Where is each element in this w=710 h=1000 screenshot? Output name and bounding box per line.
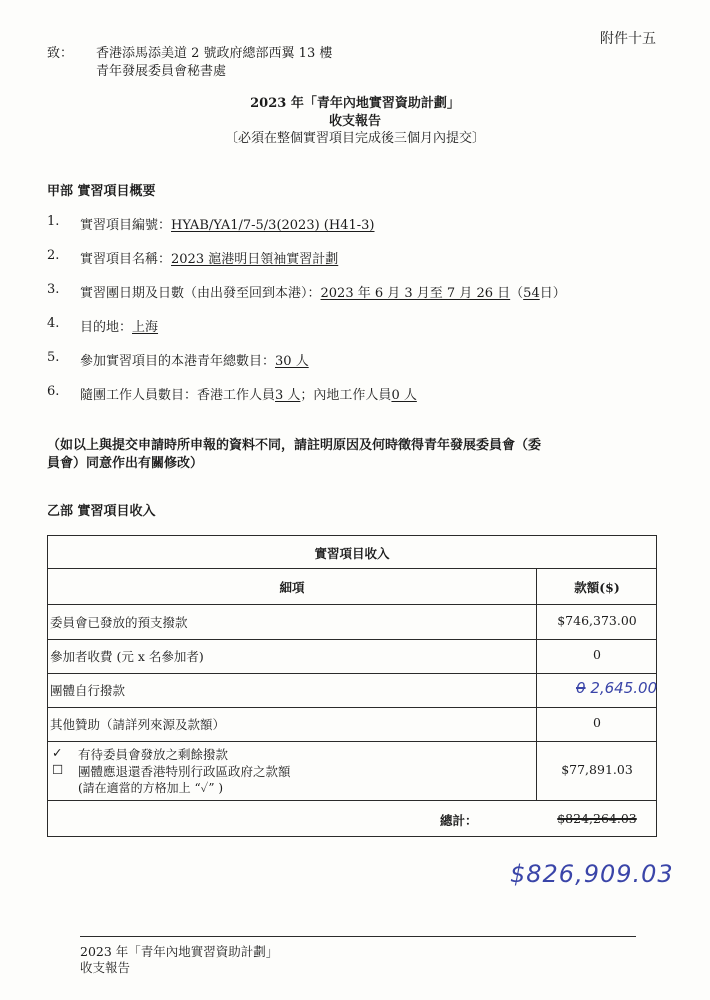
list-item-text: 實習團日期及日數（由出發至回到本港）：2023 年 6 月 3 月至 7 月 26 日（54日） [80,286,566,301]
total-struck-amount: $824,264.03 [557,811,637,826]
handwritten-amount: 2,645.00 [590,679,658,697]
table-title: 實習項目收入 [314,546,390,561]
total-label: 總計： [440,813,478,828]
list-item: 6. [47,384,60,399]
trip-days: 54 [523,286,540,301]
list-item: 5. [47,350,60,365]
mainland-staff-count: 0 人 [391,388,417,403]
checkbox-icon: ☐ [52,762,64,777]
amendment-note-line1: （如以上與提交申請時所申報的資料不同，請註明原因及何時徵得青年發展委員會（委 [47,438,542,453]
trip-dates: 2023 年 6 月 3 月至 7 月 26 日 [320,286,511,301]
youth-count: 30 人 [275,354,309,369]
address-line1: 香港添馬添美道 2 號政府總部西翼 13 樓 [96,46,333,61]
income-table [47,535,657,837]
hk-staff-count: 3 人 [275,388,301,403]
table-row-self-funding-amount [576,679,657,697]
project-name: 2023 滬港明日領袖實習計劃 [171,252,339,267]
option-refund-government: 團體應退還香港特別行政區政府之款額 [78,764,291,779]
list-item: 1. [47,214,60,229]
checkbox-hint: (請在適當的方格加上 “✓” ) [78,781,224,795]
address-line2: 青年發展委員會秘書處 [96,64,227,79]
table-row-advance-amount: $746,373.00 [557,613,637,628]
annex-label: 附件十五 [600,31,656,47]
list-item-text: 實習項目名稱：2023 滬港明日領袖實習計劃 [80,252,339,267]
table-row-sponsor-label: 其他贊助（請詳列來源及款額） [50,717,226,732]
handwritten-total: $826,909.03 [510,860,674,888]
list-item-text: 隨團工作人員數目：香港工作人員3 人；內地工作人員0 人 [80,388,417,403]
footer-rule [80,936,636,937]
footer-subtitle: 收支報告 [80,960,131,975]
option-remaining-grant: 有待委員會發放之剩餘撥款 [78,747,229,762]
column-header-item: 細項 [279,580,305,595]
to-label: 致： [47,46,74,61]
amendment-note-line2: 員會）同意作出有關修改） [47,456,204,471]
project-code: HYAB/YA1/7-5/3(2023) (H41-3) [171,218,375,233]
struck-amount: 0 [576,679,586,697]
list-item-text: 實習項目編號：HYAB/YA1/7-5/3(2023) (H41-3) [80,218,375,233]
destination: 上海 [132,320,159,335]
column-header-amount: 款額($) [574,580,620,595]
list-item: 3. [47,282,60,297]
report-subtitle: 收支報告 [328,114,381,129]
list-item: 2. [47,248,60,263]
part-a-heading: 甲部 實習項目概要 [47,184,156,199]
submission-note: 〔必須在整個實習項目完成後三個月內提交〕 [224,131,485,146]
table-row-balance-amount: $77,891.03 [561,762,633,777]
part-b-heading: 乙部 實習項目收入 [47,504,156,519]
table-row-self-funding-label: 團體自行撥款 [50,683,126,698]
table-row-fee-label: 參加者收費 (元 x 名參加者) [50,649,204,664]
check-mark-icon: ✓ [52,745,63,760]
list-item: 4. [47,316,60,331]
table-row-sponsor-amount: 0 [593,715,601,730]
footer-title: 2023 年「青年內地實習資助計劃」 [80,944,279,959]
report-title: 2023 年「青年內地實習資助計劃」 [250,96,460,111]
table-row-fee-amount: 0 [593,647,601,662]
table-row-advance-label: 委員會已發放的預支撥款 [50,615,188,630]
list-item-text: 目的地：上海 [80,320,159,335]
list-item-text: 參加實習項目的本港青年總數目：30 人 [80,354,309,369]
